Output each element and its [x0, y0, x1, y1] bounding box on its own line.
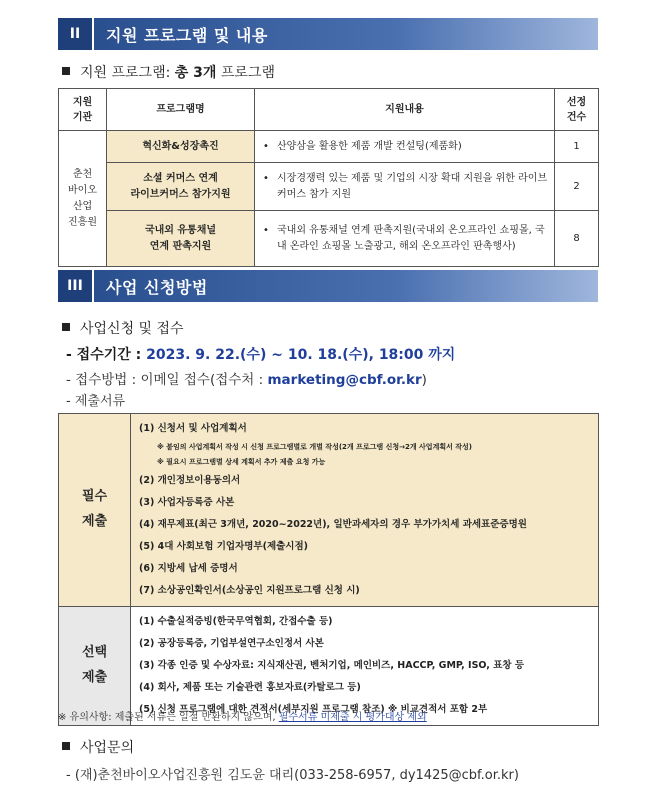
document-item: (5) 신청 프로그램에 대한 견적서(세부지원 프로그램 참조) ※ 비교견적서 포함 2부	[139, 704, 488, 715]
note-text: ※ 유의사항: 제출된 서류는 일절 반환하지 않으며,	[58, 712, 276, 723]
document-item: ※ 필요시 프로그램별 상세 계획서 추가 제출 요청 가능	[157, 458, 326, 466]
content-item: • 산양삼을 활용한 제품 개발 컨설팅(제품화)	[263, 139, 548, 155]
apply-heading	[62, 318, 184, 338]
table-row	[59, 163, 599, 211]
documents-table	[58, 413, 599, 726]
document-item: (6) 지방세 납세 증명서	[139, 563, 238, 574]
program-table	[58, 88, 599, 267]
optional-label: 선택 제출	[59, 607, 131, 726]
required-docs-list	[131, 414, 599, 607]
square-bullet-icon	[62, 323, 70, 331]
document-item: (4) 회사, 제품 또는 기술관련 홍보자료(카탈로그 등)	[139, 682, 361, 693]
period-value: 2023. 9. 22.(수) ~ 10. 18.(수), 18:00 까지	[146, 347, 456, 363]
program-content	[255, 163, 555, 211]
programs-suffix: 프로그램	[220, 65, 275, 81]
programs-summary	[62, 62, 275, 82]
required-label: 필수 제출	[59, 414, 131, 607]
section-3-number: III	[58, 270, 94, 302]
section-2-title: 지원 프로그램 및 내용	[94, 18, 598, 50]
section-2-number: II	[58, 18, 94, 50]
org-cell: 춘천 바이오 산업 진흥원	[59, 131, 107, 267]
table-header-row	[59, 89, 599, 131]
program-name: 소셜 커머스 연계 라이브커머스 참가지원	[107, 163, 255, 211]
content-item: • 국내외 유통채널 연계 판촉지원(국내외 온오프라인 쇼핑몰, 국내 온라인 쇼핑몰 노출광고, 해외 온오프라인 판촉행사)	[263, 223, 548, 254]
email-link[interactable]: marketing@cbf.or.kr	[267, 372, 422, 388]
header-content: 지원내용	[255, 89, 555, 131]
selection-count: 2	[555, 163, 599, 211]
document-item: (2) 공장등록증, 기업부설연구소인정서 사본	[139, 638, 324, 649]
header-name: 프로그램명	[107, 89, 255, 131]
document-item: (2) 개인정보이용동의서	[139, 475, 241, 486]
document-item: (1) 수출실적증빙(한국무역협회, 간접수출 등)	[139, 616, 333, 627]
selection-count: 1	[555, 131, 599, 163]
programs-count: 총 3개	[174, 65, 217, 81]
program-name: 국내외 유통채널 연계 판촉지원	[107, 211, 255, 267]
document-item: (3) 각종 인증 및 수상자료: 지식재산권, 벤처기업, 메인비즈, HACCP, GMP, ISO, 표창 등	[139, 660, 525, 671]
required-docs-row	[59, 414, 599, 607]
document-item: (5) 4대 사회보험 기업자명부(제출시점)	[139, 541, 308, 552]
note-underline: 필수서류 미제출 시 평가대상 제외	[278, 712, 427, 723]
method-label: - 접수방법 : 이메일 접수(접수처 :	[66, 372, 264, 388]
apply-heading-text: 사업신청 및 접수	[80, 321, 184, 337]
table-row	[59, 211, 599, 267]
square-bullet-icon	[62, 742, 70, 750]
inquiry-heading	[62, 737, 134, 757]
selection-count: 8	[555, 211, 599, 267]
method-line	[66, 368, 427, 388]
docs-label: - 제출서류	[66, 394, 126, 409]
header-count: 선정 건수	[555, 89, 599, 131]
program-name: 혁신화&성장촉진	[107, 131, 255, 163]
period-label: - 접수기간 :	[66, 347, 142, 363]
section-3-title: 사업 신청방법	[94, 270, 598, 302]
programs-prefix: 지원 프로그램:	[80, 65, 171, 81]
inquiry-contact: - (재)춘천바이오사업진흥원 김도윤 대리(033-258-6957, dy1425@cbf.or.kr)	[66, 768, 519, 783]
section-3-header	[58, 270, 598, 302]
inquiry-heading-text: 사업문의	[80, 740, 135, 756]
square-bullet-icon	[62, 67, 70, 75]
program-content	[255, 211, 555, 267]
section-2-header	[58, 18, 598, 50]
document-item: (1) 신청서 및 사업계획서	[139, 423, 247, 434]
document-item: (7) 소상공인확인서(소상공인 지원프로그램 신청 시)	[139, 585, 360, 596]
document-item: (4) 재무제표(최근 3개년, 2020~2022년), 일반과세자의 경우 부가가치세 과세표준증명원	[139, 519, 527, 530]
program-content	[255, 131, 555, 163]
header-org: 지원 기관	[59, 89, 107, 131]
document-item: ※ 붙임의 사업계획서 작성 시 신청 프로그램별로 개별 작성(2개 프로그램 신청→2개 사업계획서 작성)	[157, 443, 473, 451]
period-line	[66, 344, 455, 364]
caution-note	[58, 708, 427, 723]
table-row	[59, 131, 599, 163]
content-item: • 시장경쟁력 있는 제품 및 기업의 시장 확대 지원을 위한 라이브커머스 참가 지원	[263, 171, 548, 202]
document-item: (3) 사업자등록증 사본	[139, 497, 235, 508]
method-close: )	[421, 372, 427, 388]
